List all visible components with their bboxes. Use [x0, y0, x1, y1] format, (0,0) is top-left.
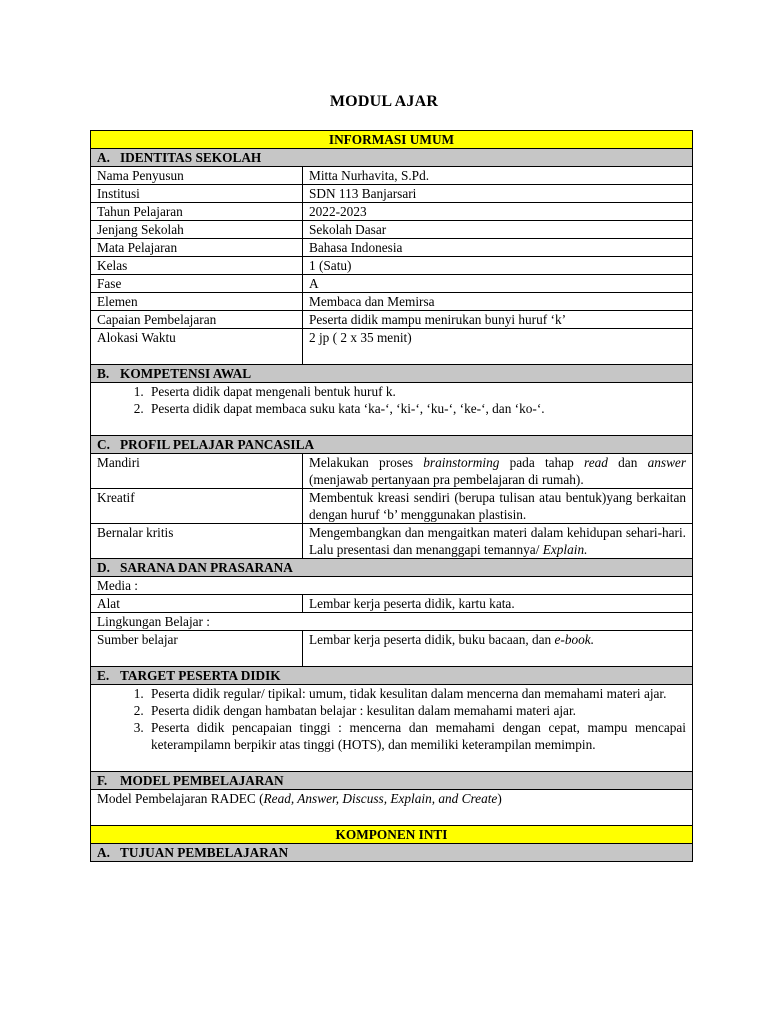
komponen-inti-header: KOMPONEN INTI [91, 826, 693, 844]
kompetensi-awal-list [91, 383, 693, 436]
identitas-row: Mata Pelajaran Bahasa Indonesia [91, 239, 693, 257]
model-pembelajaran-text: Model Pembelajaran RADEC (Read, Answer, Discuss, Explain, and Create) [91, 790, 693, 826]
section-a-header: A. IDENTITAS SEKOLAH [91, 149, 693, 167]
identitas-row: Jenjang Sekolah Sekolah Dasar [91, 221, 693, 239]
identitas-row: Institusi SDN 113 Banjarsari [91, 185, 693, 203]
tujuan-pembelajaran-header: A. TUJUAN PEMBELAJARAN [91, 844, 693, 862]
identitas-row: Alokasi Waktu 2 jp ( 2 x 35 menit) [91, 329, 693, 365]
document-title: MODUL AJAR [329, 93, 439, 110]
list-item: 1. Peserta didik regular/ tipikal: umum, tidak kesulitan dalam mencerna dan memahami materi ajar. [147, 685, 686, 702]
section-b-header: B. KOMPETENSI AWAL [91, 365, 693, 383]
target-list [91, 685, 693, 772]
sarana-row-sumber: Sumber belajar Lembar kerja peserta didik, buku bacaan, dan e-book. [91, 631, 693, 667]
identitas-row: Kelas 1 (Satu) [91, 257, 693, 275]
identitas-row: Elemen Membaca dan Memirsa [91, 293, 693, 311]
list-item: 2. Peserta didik dengan hambatan belajar : kesulitan dalam memahami materi ajar. [147, 702, 686, 719]
list-item: 3. Peserta didik pencapaian tinggi : mencerna dan memahami dengan cepat, mampu mencapai keterampilamn berpikir atas tinggi (HOTS), dan memiliki keterampilan memimpin. [147, 719, 686, 753]
section-e-header: E. TARGET PESERTA DIDIK [91, 667, 693, 685]
profil-row-mandiri: Mandiri Melakukan proses brainstorming pada tahap read dan answer (menjawab pertanyaan pra pembelajaran di rumah). [91, 454, 693, 489]
sarana-row-alat: Alat Lembar kerja peserta didik, kartu kata. [91, 595, 693, 613]
identitas-row: Nama Penyusun Mitta Nurhavita, S.Pd. [91, 167, 693, 185]
media-label: Media : [91, 577, 693, 595]
lingkungan-label: Lingkungan Belajar : [91, 613, 693, 631]
identitas-row: Capaian Pembelajaran Peserta didik mampu menirukan bunyi huruf ‘k’ [91, 311, 693, 329]
informasi-umum-header: INFORMASI UMUM [91, 131, 693, 149]
modul-ajar-table [90, 130, 693, 862]
identitas-row: Tahun Pelajaran 2022-2023 [91, 203, 693, 221]
profil-row-bernalar: Bernalar kritis Mengembangkan dan mengaitkan materi dalam kehidupan sehari-hari. Lalu presentasi dan menanggapi temannya/ Explain. [91, 524, 693, 559]
list-item: 1. Peserta didik dapat mengenali bentuk huruf k. [147, 383, 686, 400]
profil-row-kreatif: Kreatif Membentuk kreasi sendiri (berupa tulisan atau bentuk)yang berkaitan dengan huruf ‘b’ menggunakan plastisin. [91, 489, 693, 524]
list-item: 2. Peserta didik dapat membaca suku kata ‘ka-‘, ‘ki-‘, ‘ku-‘, ‘ke-‘, dan ‘ko-‘. [147, 400, 686, 417]
section-c-header: C. PROFIL PELAJAR PANCASILA [91, 436, 693, 454]
identitas-row: Fase A [91, 275, 693, 293]
section-f-header: F. MODEL PEMBELAJARAN [91, 772, 693, 790]
section-d-header: D. SARANA DAN PRASARANA [91, 559, 693, 577]
